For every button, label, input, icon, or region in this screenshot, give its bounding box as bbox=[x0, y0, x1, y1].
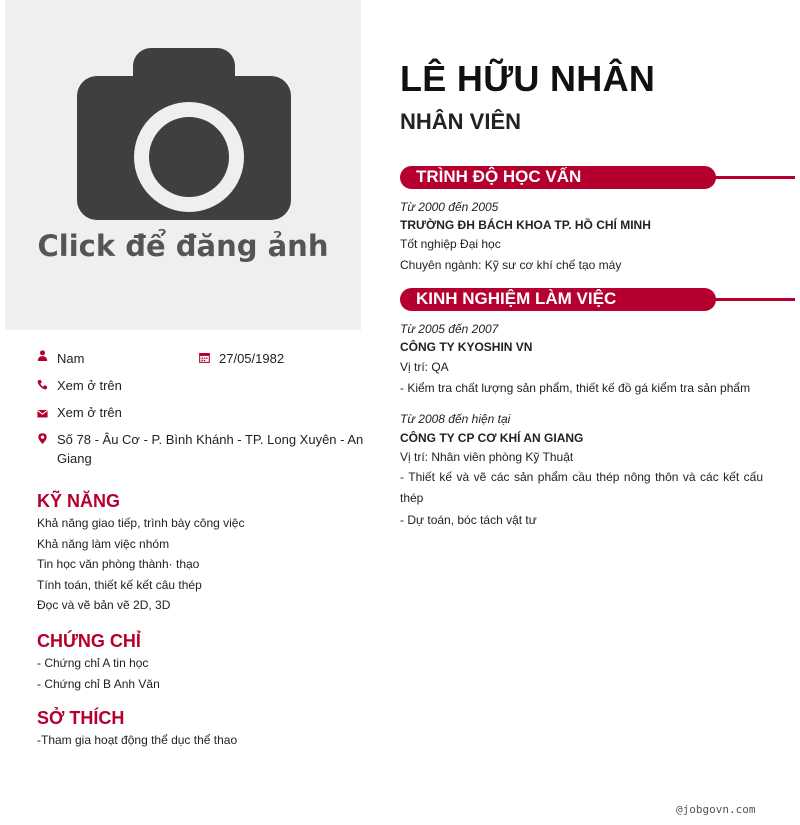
experience-banner bbox=[400, 288, 716, 311]
certificates-heading: CHỨNG CHỈ bbox=[37, 631, 141, 651]
photo-upload-label: Click để đăng ảnh bbox=[37, 229, 329, 263]
camera-icon bbox=[77, 48, 291, 220]
person-icon bbox=[37, 350, 48, 361]
skills-list bbox=[37, 513, 244, 616]
candidate-role: NHÂN VIÊN bbox=[400, 109, 522, 134]
calendar-icon bbox=[199, 352, 210, 363]
list-item: - Chứng chỉ A tin học bbox=[37, 656, 149, 670]
job-position: Vị trí: QA bbox=[400, 360, 449, 374]
hobbies-list bbox=[37, 730, 237, 751]
job-period: Từ 2005 đến 2007 bbox=[400, 322, 499, 336]
phone-value: Xem ở trên bbox=[57, 378, 122, 393]
map-pin-icon bbox=[37, 433, 48, 444]
address-value: Số 78 - Âu Cơ - P. Bình Khánh - TP. Long Xuyên - An Giang bbox=[57, 432, 364, 466]
list-item: -Tham gia hoạt động thể dục thể thao bbox=[37, 733, 238, 747]
watermark: @jobgovn.com bbox=[676, 803, 756, 816]
list-item: Tính toán, thiết kế kết câu thép bbox=[37, 577, 202, 592]
skills-heading: KỸ NĂNG bbox=[37, 491, 121, 511]
list-item: Khả năng giao tiếp, trình bày công việc bbox=[37, 516, 245, 530]
candidate-name: LÊ HỮU NHÂN bbox=[400, 58, 656, 99]
list-item: Khả năng làm việc nhóm bbox=[37, 536, 170, 551]
job-company: CÔNG TY CP CƠ KHÍ AN GIANG bbox=[400, 431, 584, 445]
gender-value: Nam bbox=[57, 351, 85, 366]
education-major: Chuyên ngành: Kỹ sư cơ khí chế tạo máy bbox=[400, 258, 622, 272]
birthdate-value: 27/05/1982 bbox=[219, 351, 285, 366]
list-item: - Chứng chỉ B Anh Văn bbox=[37, 676, 160, 691]
phone-icon bbox=[37, 379, 48, 390]
envelope-icon bbox=[37, 408, 48, 419]
job-detail: - Thiết kế và vẽ các sản phẩm cầu thép nông thôn và các kết cấu thép bbox=[400, 470, 763, 505]
education-banner bbox=[400, 166, 716, 189]
job-company: CÔNG TY KYOSHIN VN bbox=[400, 340, 533, 354]
job-detail: - Dự toán, bóc tách vật tư bbox=[400, 513, 537, 527]
email-value: Xem ở trên bbox=[57, 405, 122, 420]
education-period: Từ 2000 đến 2005 bbox=[400, 200, 499, 214]
education-degree: Tốt nghiệp Đại học bbox=[400, 237, 501, 251]
education-heading: TRÌNH ĐỘ HỌC VẤN bbox=[416, 167, 582, 186]
job-detail: - Kiểm tra chất lượng sản phẩm, thiết kế đồ gá kiểm tra sản phẩm bbox=[400, 381, 751, 395]
job-period: Từ 2008 đến hiện tại bbox=[400, 412, 511, 426]
certificates-list bbox=[37, 653, 160, 694]
experience-heading: KINH NGHIỆM LÀM VIỆC bbox=[416, 289, 617, 308]
job-position: Vị trí: Nhân viên phòng Kỹ Thuật bbox=[400, 450, 574, 464]
list-item: Tin học văn phòng thành· thạo bbox=[37, 557, 200, 572]
hobbies-heading: SỞ THÍCH bbox=[37, 708, 125, 728]
list-item: Đọc và vẽ bản vẽ 2D, 3D bbox=[37, 598, 171, 613]
education-school: TRƯỜNG ĐH BÁCH KHOA TP. HỒ CHÍ MINH bbox=[400, 218, 651, 232]
photo-upload-placeholder[interactable] bbox=[5, 0, 361, 330]
